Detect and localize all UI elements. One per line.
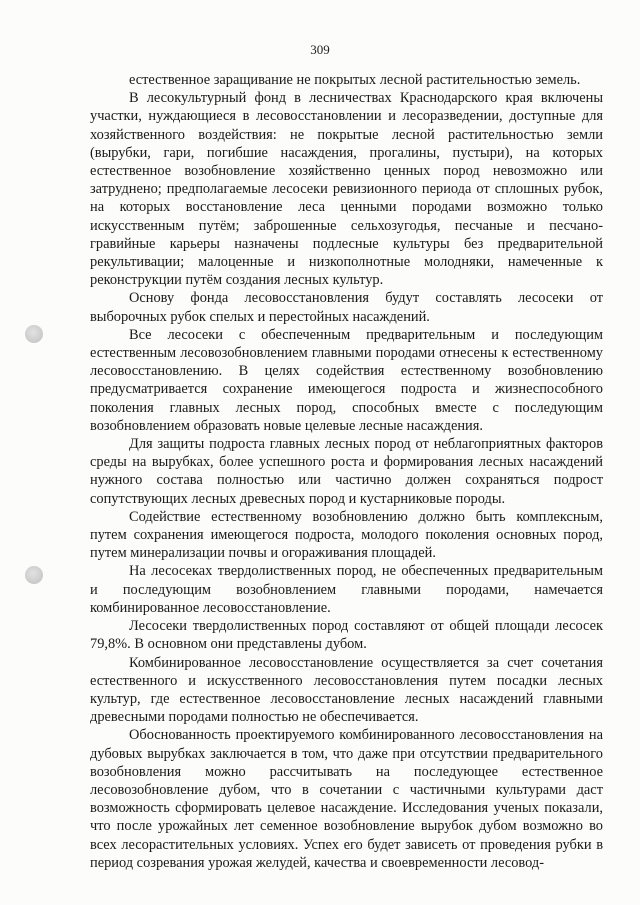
paragraph: Комбинированное лесовосстановление осуществляется за счет сочетания естественного и искусственного лесовосстановления путем посадки лесных культур, где естественное лесовосстановление лесных насаждений главными древесными породами полностью не обеспечивается. bbox=[90, 654, 603, 726]
punch-hole-bottom bbox=[25, 566, 43, 584]
paragraph: Обоснованность проектируемого комбинированного лесовосстановления на дубовых вырубках заключается в том, что даже при отсутствии предварительного возобновления можно рассчитывать на последующее естественное лесовозобновление дубом, что в сочетании с частичными культурами даст возможность сформировать целевое насаждение. Исследования ученых показали, что после урожайных лет семенное возобновление вырубок дубом возможно во всех лесорастительных условиях. Успех его будет зависеть от проведения рубки в период созревания урожая желудей, качества и своевременности лесовод- bbox=[90, 727, 603, 871]
paragraph: Лесосеки твердолиственных пород составляют от общей площади лесосек 79,8%. В основном они представлены дубом. bbox=[90, 618, 603, 653]
paragraph: естественное заращивание не покрытых лесной растительностью земель. bbox=[129, 72, 581, 88]
paragraph: В лесокультурный фонд в лесничествах Краснодарского края включены участки, нуждающиеся в лесовосстановлении и лесоразведении, доступные для хозяйственного воздействия: не покрытые лесной растительностью земли (вырубки, гари, погибшие насаждения, прогалины, пустыри), на которых естественное возобновление хозяйственно ценных пород невозможно или затруднено; предполагаемые лесосеки ревизионного периода от сплошных рубок, на которых восстановление леса ценными породами возможно только искусственным путём; заброшенные сельхозугодья, песчаные и песчано-гравийные карьеры назначены подлесные культуры без предварительной рекультивации; малоценные и низкополнотные молодняки, намеченные к реконструкции путём создания лесных культур. bbox=[90, 90, 603, 289]
paragraph: Для защиты подроста главных лесных пород от неблагоприятных факторов среды на вырубках, более успешного роста и формирования лесных насаждений нужного состава полностью или частично должен сохраняться подрост сопутствующих лесных древесных пород и кустарниковые породы. bbox=[90, 436, 603, 507]
paragraph: Все лесосеки с обеспеченным предварительным и последующим естественным лесовозобновлением главными породами отнесены к естественному лесовосстановлению. В целях содействия естественному возобновлению предусматривается сохранение имеющегося подроста и жизнеспособного поколения главных лесных пород, способных вместе с последующим возобновлением образовать новые целевые лесные насаждения. bbox=[90, 326, 603, 434]
paragraph: Содействие естественному возобновлению должно быть комплексным, путем сохранения имеющегося подроста, молодого поколения основных пород, путем минерализации почвы и огораживания площадей. bbox=[90, 508, 603, 562]
page-number: 309 bbox=[310, 42, 330, 57]
paragraph: Основу фонда лесовосстановления будут составлять лесосеки от выборочных рубок спелых и перестойных насаждений. bbox=[90, 290, 603, 325]
paragraph: На лесосеках твердолиственных пород, не обеспеченных предварительным и последующим возобновлением главными породами, намечается комбинированное лесовосстановление. bbox=[90, 563, 603, 616]
punch-hole-top bbox=[25, 325, 43, 343]
body-text bbox=[90, 71, 603, 872]
